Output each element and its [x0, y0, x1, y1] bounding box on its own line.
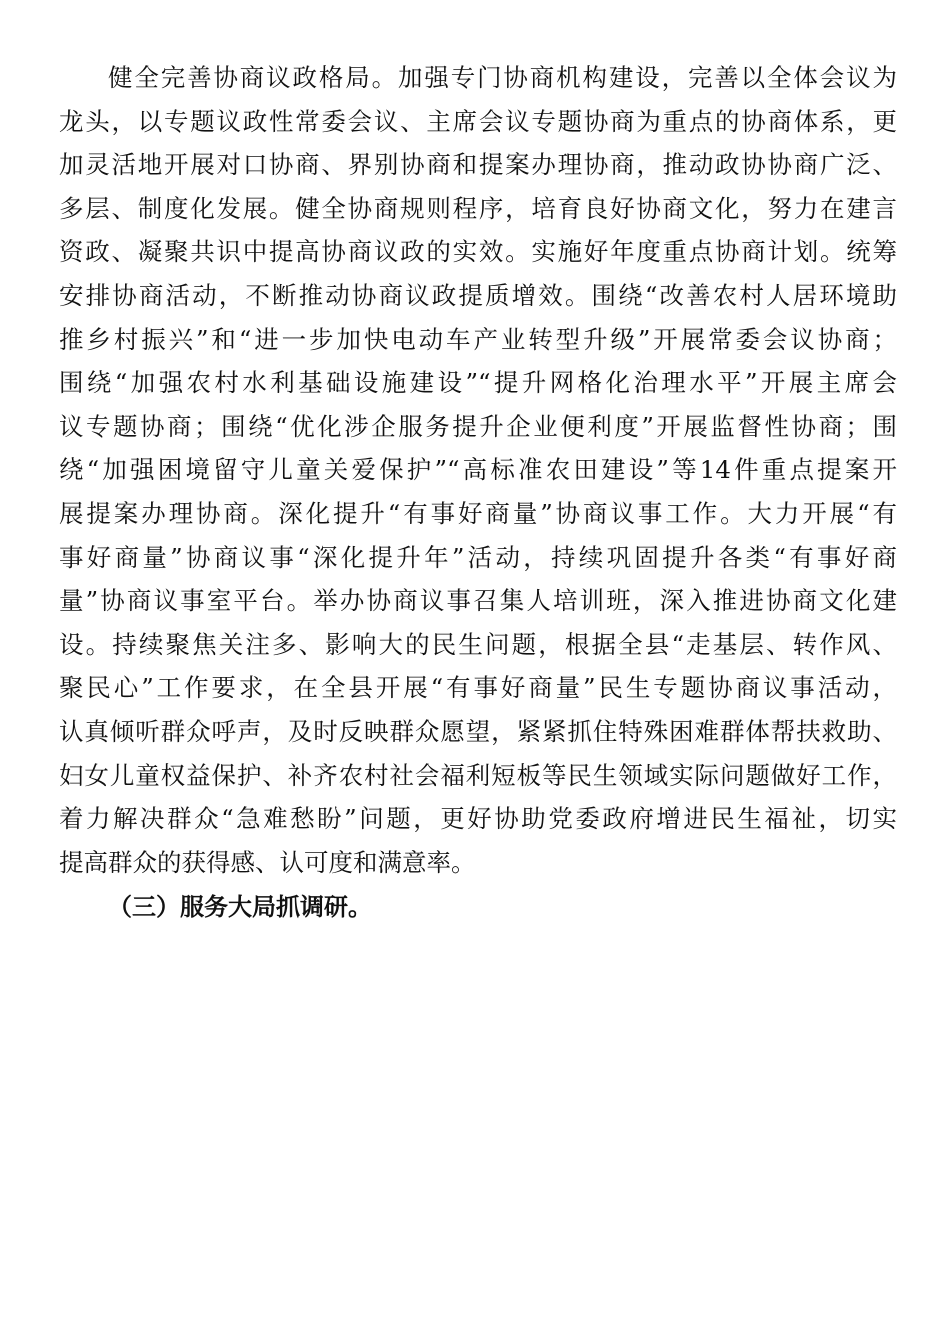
paragraph-line: 加灵活地开展对口协商、界别协商和提案办理协商，推动政协协商广泛、	[59, 150, 897, 180]
paragraph-line: 量”协商议事室平台。举办协商议事召集人培训班，深入推进协商文化建	[59, 586, 897, 616]
paragraph-line: 聚民心”工作要求，在全县开展“有事好商量”民生专题协商议事活动，	[59, 673, 897, 703]
paragraph-line: 事好商量”协商议事“深化提升年”活动，持续巩固提升各类“有事好商	[59, 542, 897, 572]
paragraph-consultation	[59, 56, 897, 884]
paragraph-line: 龙头，以专题议政性常委会议、主席会议专题协商为重点的协商体系，更	[59, 106, 897, 136]
paragraph-line: 安排协商活动，不断推动协商议政提质增效。围绕“改善农村人居环境助	[59, 280, 897, 310]
paragraph-line: 围绕“加强农村水利基础设施建设”“提升网格化治理水平”开展主席会	[59, 368, 897, 398]
section-heading: （三）服务大局抓调研。	[108, 893, 372, 922]
paragraph-line: 认真倾听群众呼声，及时反映群众愿望，紧紧抓住特殊困难群体帮扶救助、	[59, 716, 897, 746]
document-body	[59, 56, 897, 930]
paragraph-line: 多层、制度化发展。健全协商规则程序，培育良好协商文化，努力在建言	[59, 193, 897, 223]
paragraph-line: 着力解决群众“急难愁盼”问题，更好协助党委政府增进民生福祉，切实	[59, 804, 897, 834]
paragraph-line: 绕“加强困境留守儿童关爱保护”“高标准农田建设”等14件重点提案开	[59, 455, 897, 485]
paragraph-line: 设。持续聚焦关注多、影响大的民生问题，根据全县“走基层、转作风、	[59, 629, 897, 659]
paragraph-line: 健全完善协商议政格局。加强专门协商机构建设，完善以全体会议为	[108, 63, 897, 92]
paragraph-line: 议专题协商；围绕“优化涉企服务提升企业便利度”开展监督性协商；围	[59, 411, 897, 441]
paragraph-line: 妇女儿童权益保护、补齐农村社会福利短板等民生领域实际问题做好工作，	[59, 760, 897, 790]
paragraph-line: 提高群众的获得感、认可度和满意率。	[59, 847, 476, 877]
paragraph-line: 推乡村振兴”和“进一步加快电动车产业转型升级”开展常委会议协商；	[59, 324, 897, 354]
paragraph-line: 资政、凝聚共识中提高协商议政的实效。实施好年度重点协商计划。统筹	[59, 237, 897, 267]
paragraph-line: 展提案办理协商。深化提升“有事好商量”协商议事工作。大力开展“有	[59, 498, 897, 528]
